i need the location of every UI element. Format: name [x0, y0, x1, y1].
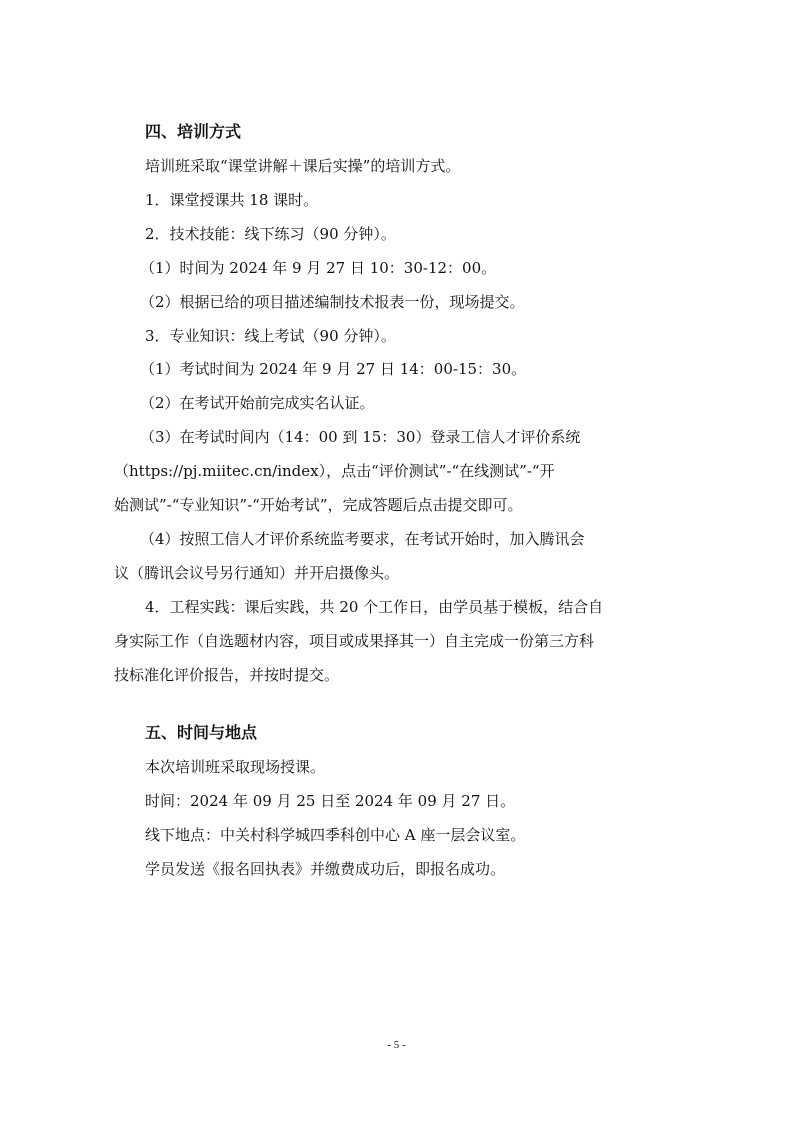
item-3-2: （2）在考试开始前完成实名认证。 [140, 394, 375, 412]
item-3-3-line-1: （3）在考试时间内（14：00 到 15：30）登录工信人才评价系统 [140, 428, 581, 446]
item-4-line-3: 技标准化评价报告，并按时提交。 [114, 666, 340, 684]
page-number: - 5 - [387, 1039, 406, 1051]
item-3-3-line-3: 始测试”-“专业知识”-“开始考试”，完成答题后点击提交即可。 [114, 496, 523, 514]
item-2-1: （1）时间为 2024 年 9 月 27 日 10：30-12：00。 [140, 259, 497, 277]
section-5-heading: 五、时间与地点 [145, 723, 258, 742]
item-3-3-line-2: （https://pj.miitec.cn/index），点击“评价测试”-“在线测试”-“开 [114, 462, 555, 480]
item-1: 1．课堂授课共 18 课时。 [145, 191, 319, 209]
item-4-line-2: 身实际工作（自选题材内容，项目或成果择其一）自主完成一份第三方科 [114, 632, 595, 650]
item-2: 2．技术技能：线下练习（90 分钟）。 [145, 225, 396, 243]
section-5-line-2: 时间：2024 年 09 月 25 日至 2024 年 09 月 27 日。 [145, 792, 516, 810]
item-3: 3．专业知识：线上考试（90 分钟）。 [145, 327, 396, 345]
item-3-1: （1）考试时间为 2024 年 9 月 27 日 14：00-15：30。 [140, 360, 527, 378]
item-3-4-line-1: （4）按照工信人才评价系统监考要求，在考试开始时，加入腾讯会 [140, 530, 585, 548]
item-3-4-line-2: 议（腾讯会议号另行通知）并开启摄像头。 [114, 564, 400, 582]
section-5-line-3: 线下地点：中关村科学城四季科创中心 A 座一层会议室。 [145, 826, 526, 844]
section-5-line-4: 学员发送《报名回执表》并缴费成功后，即报名成功。 [145, 860, 506, 878]
section-4-intro: 培训班采取“课堂讲解＋课后实操”的培训方式。 [145, 157, 461, 175]
section-5-line-1: 本次培训班采取现场授课。 [145, 758, 326, 776]
item-4-line-1: 4．工程实践：课后实践，共 20 个工作日，由学员基于模板，结合自 [145, 598, 604, 616]
item-2-2: （2）根据已给的项目描述编制技术报表一份，现场提交。 [140, 293, 525, 311]
section-4-heading: 四、培训方式 [145, 122, 242, 141]
